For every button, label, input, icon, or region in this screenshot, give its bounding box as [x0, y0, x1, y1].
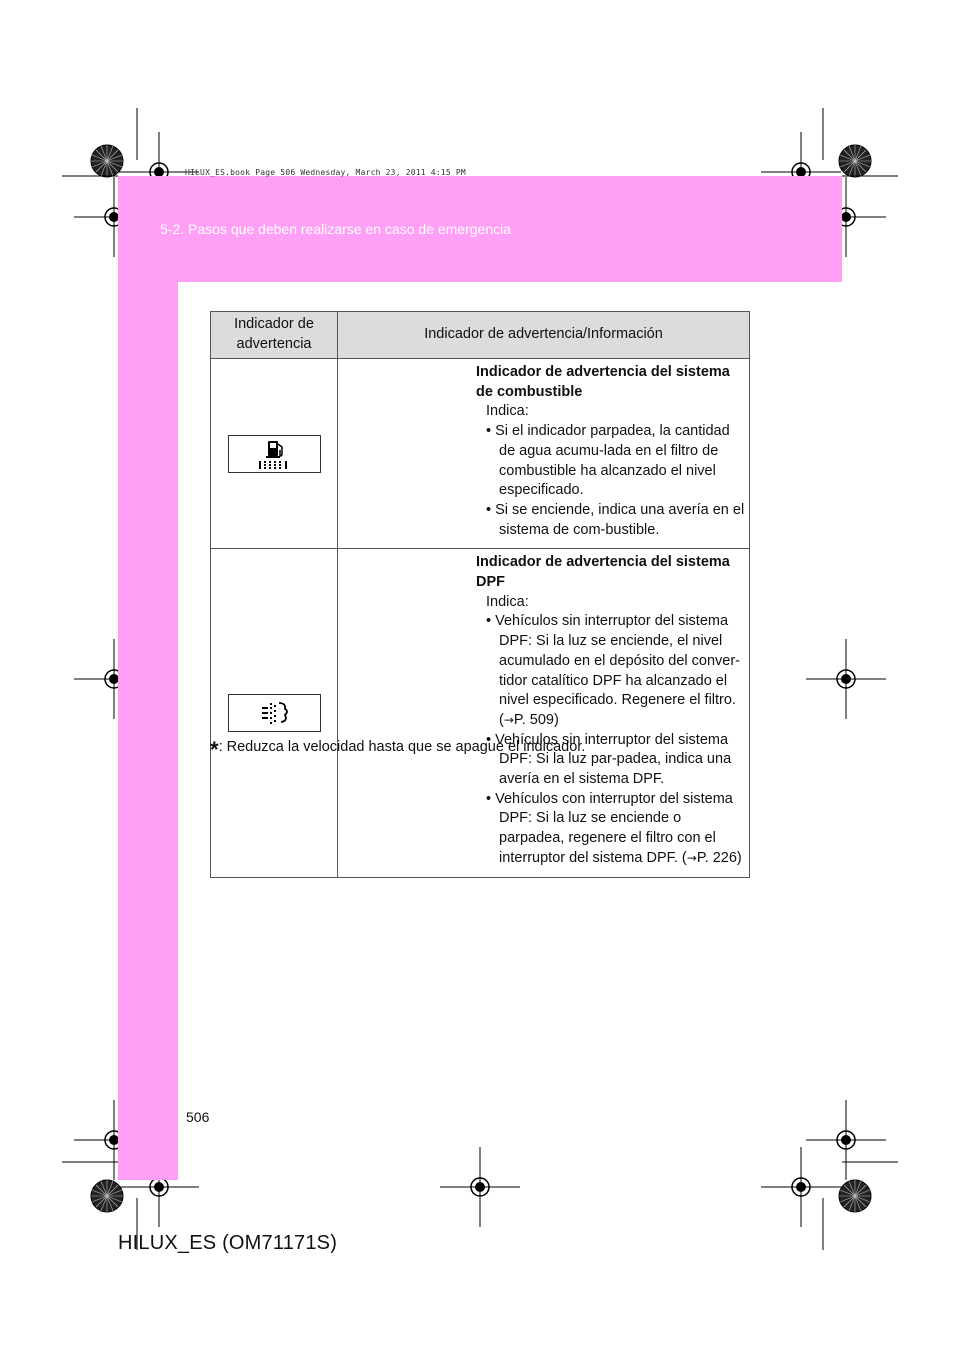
- corner-star-mark: [839, 145, 871, 177]
- fuel-filter-warning-icon: [228, 435, 321, 473]
- row-intro: Indica:: [486, 403, 529, 420]
- registration-cross-mark: [806, 1100, 886, 1180]
- page-reference[interactable]: P. 509): [513, 711, 559, 728]
- corner-star-mark: [91, 1180, 123, 1212]
- row-title: Indicador de advertencia del sistema DPF: [476, 554, 730, 591]
- section-side-band: [118, 282, 178, 1180]
- row-bullet: • Vehículos sin interruptor del sistema DPF: Si la luz par-padea, indica una avería en el sistema DPF.: [486, 731, 732, 788]
- document-code: HILUX_ES (OM71171S): [118, 1232, 338, 1254]
- footnote: [210, 737, 585, 763]
- warning-indicator-table: [210, 311, 750, 878]
- footnote-mark: *: [210, 737, 219, 762]
- corner-star-mark: [91, 145, 123, 177]
- arrow-right-icon: →: [503, 712, 514, 727]
- section-title: 5-2. Pasos que deben realizarse en caso de emergencia: [160, 221, 511, 237]
- dpf-warning-icon: [228, 694, 321, 732]
- registration-cross-mark: [806, 639, 886, 719]
- page-number: 506: [186, 1109, 210, 1125]
- table-header-row: [211, 312, 750, 359]
- column-header-info: Indicador de advertencia/Información: [338, 312, 750, 359]
- row-bullet: • Si el indicador parpadea, la cantidad de agua acumu-lada en el filtro de combustible ha alcanzado el nivel especificado.: [486, 423, 730, 499]
- row-bullet: • Vehículos con interruptor del sistema DPF: Si la luz se enciende o parpadea, regenere el filtro con el interruptor del sistema DPF. (→P. 226): [486, 790, 742, 866]
- row-title: Indicador de advertencia del sistema de combustible: [476, 364, 730, 400]
- description-cell: [338, 359, 750, 549]
- corner-star-mark: [839, 1180, 871, 1212]
- row-intro: Indica:: [486, 593, 529, 610]
- registration-cross-mark: [440, 1147, 520, 1227]
- table-row: [211, 549, 750, 877]
- page-reference[interactable]: P. 226): [696, 849, 742, 866]
- description-cell: [338, 549, 750, 877]
- row-bullet: • Vehículos sin interruptor del sistema DPF: Si la luz se enciende, el nivel acumulado en el depósito del conver-tidor catalítico DPF ha alcanzado el nivel especificado. Regenere el filtro. (→P. 509): [486, 613, 741, 728]
- column-header-indicator: Indicador de advertencia: [211, 312, 338, 359]
- arrow-right-icon: →: [686, 850, 697, 865]
- icon-cell: [211, 359, 338, 549]
- row-bullet: • Si se enciende, indica una avería en el sistema de com-bustible.: [486, 501, 745, 538]
- print-stamp: HILUX_ES.book Page 506 Wednesday, March 23, 2011 4:15 PM: [185, 168, 466, 177]
- table-row: [211, 359, 750, 549]
- registration-cross-mark: [761, 1147, 841, 1227]
- icon-cell: [211, 549, 338, 877]
- footnote-text: : Reduzca la velocidad hasta que se apague el indicador.: [218, 739, 586, 755]
